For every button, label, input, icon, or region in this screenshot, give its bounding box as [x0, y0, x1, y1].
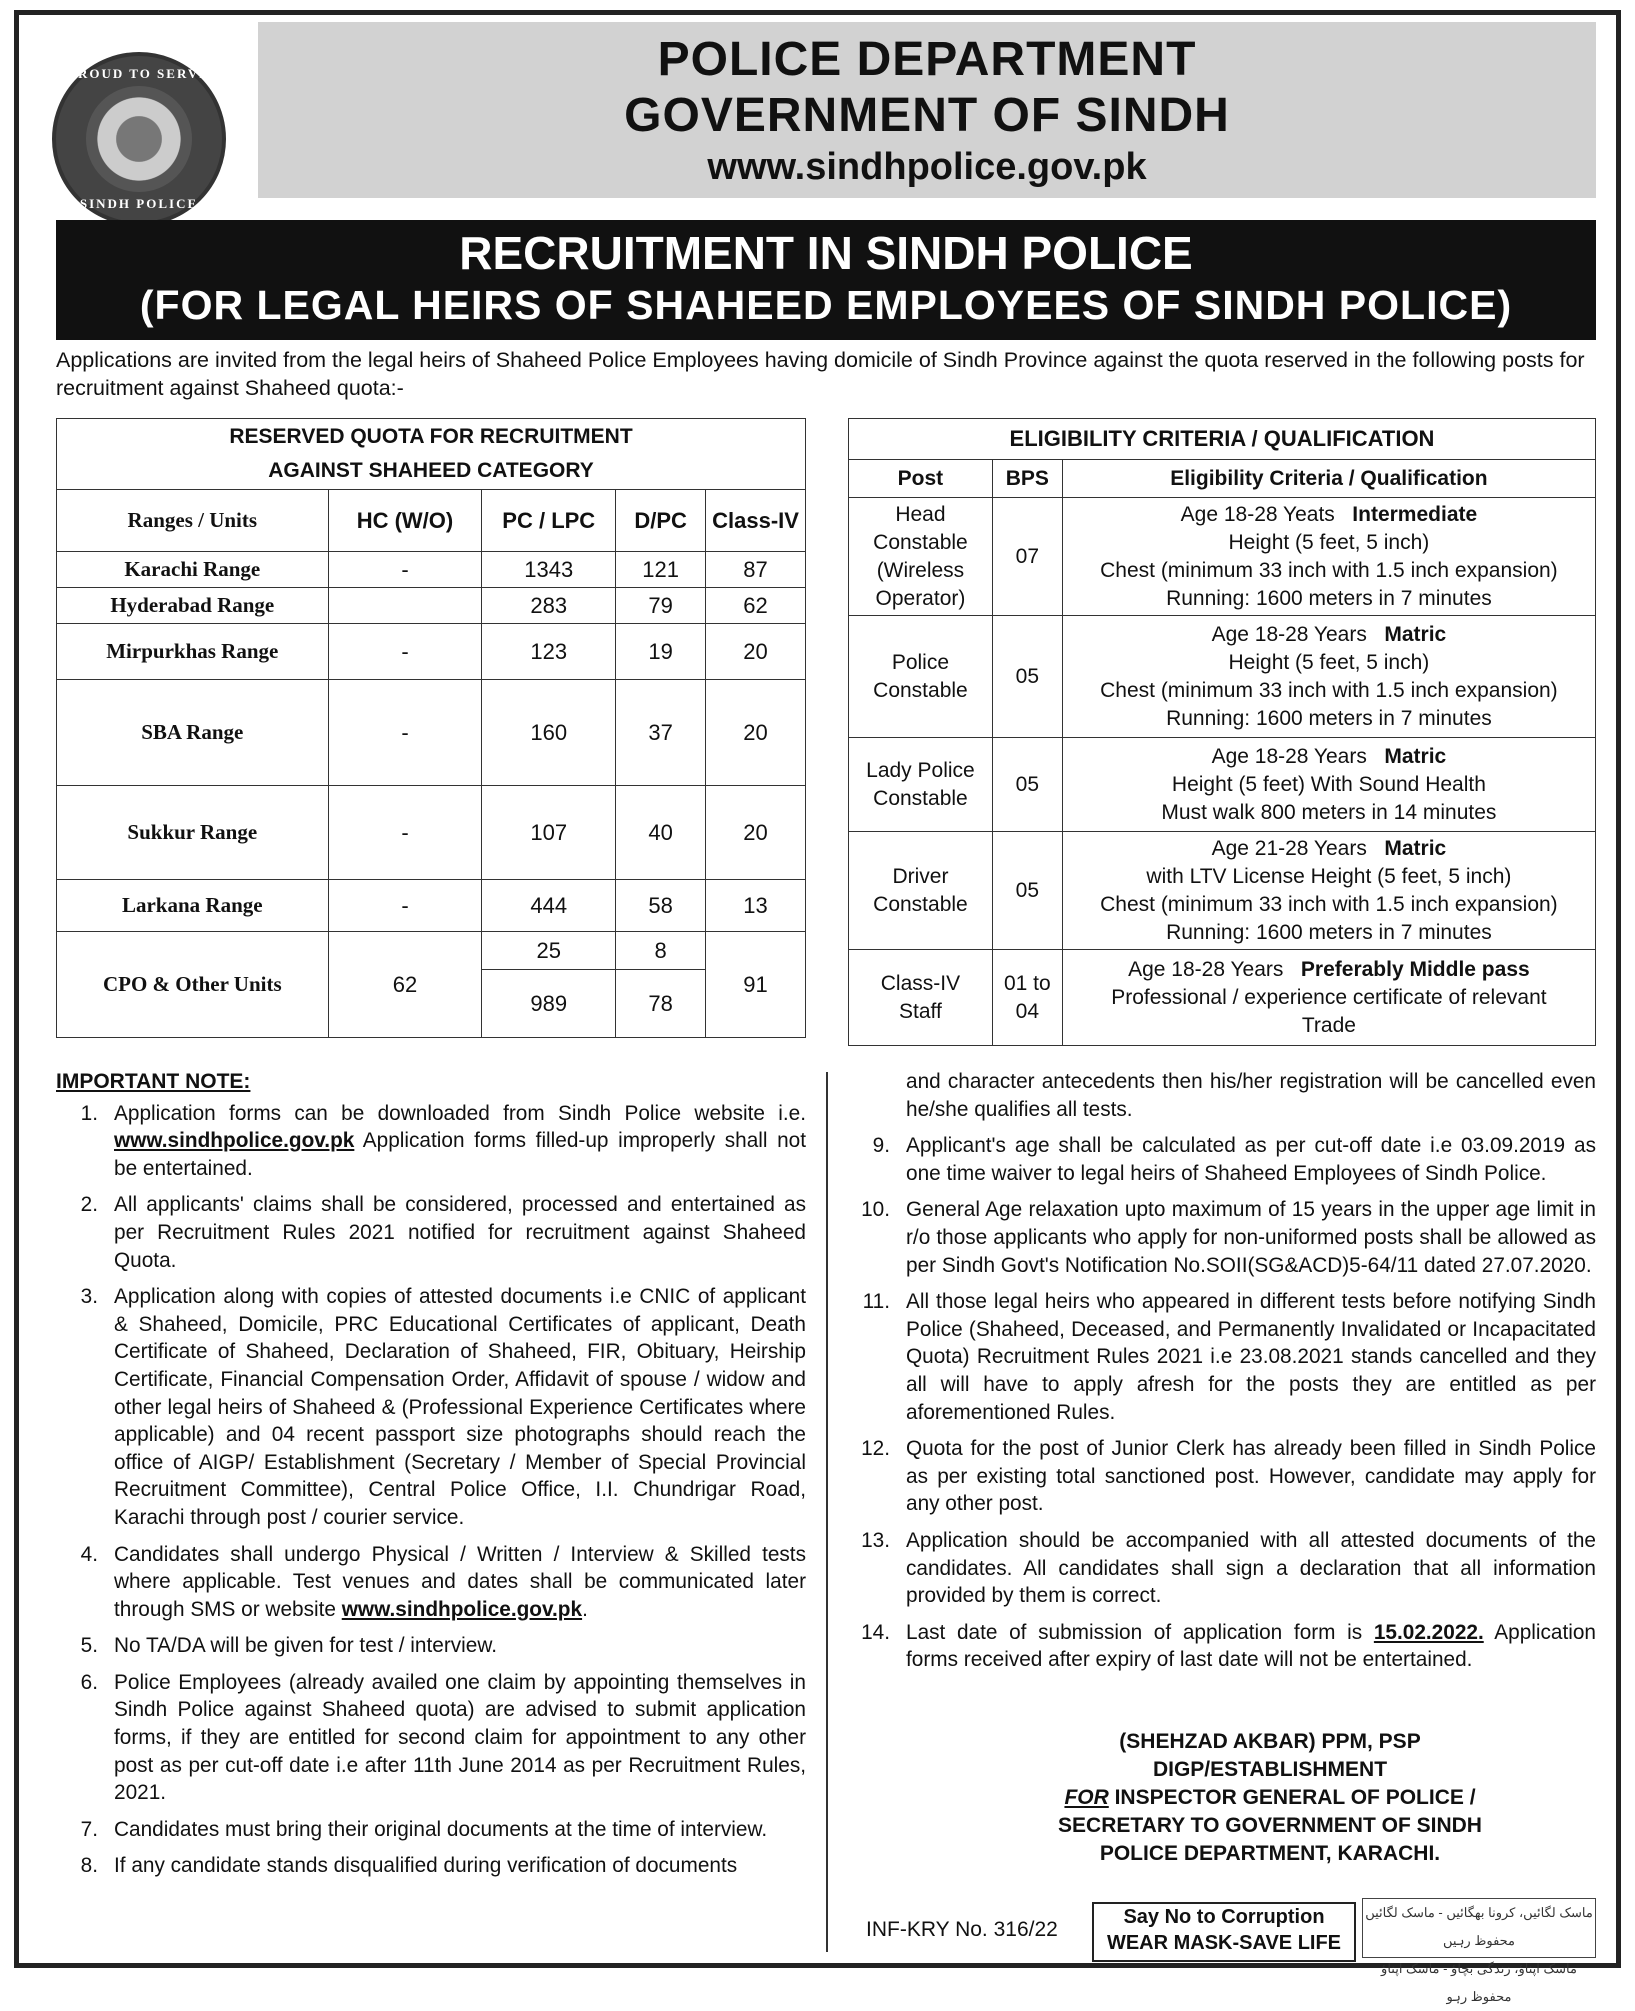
- class4-value: 62: [706, 588, 806, 624]
- list-item: [848, 1527, 1596, 1610]
- qualification-text: Intermediate: [1352, 502, 1478, 526]
- hc-value: -: [328, 624, 482, 680]
- dpc-value: 78: [616, 970, 706, 1038]
- dpc-value: 40: [616, 786, 706, 880]
- note-number: 8.: [80, 1854, 98, 1878]
- recruitment-banner: [56, 220, 1596, 340]
- criteria-line: Running: 1600 meters in 7 minutes: [1166, 920, 1492, 944]
- age-text: Age 21-28 Years: [1211, 836, 1367, 860]
- post-line: Constable: [873, 786, 968, 810]
- unit-name: CPO & Other Units: [57, 932, 329, 1038]
- post-line: (Wireless: [876, 558, 965, 582]
- hc-value: -: [328, 680, 482, 786]
- note-text: Applicant's age shall be calculated as per cut-off date i.e 03.09.2019 as one time waiver to legal heirs of Shaheed Employees of Sindh Police.: [906, 1134, 1596, 1185]
- notes-right-column: [848, 1068, 1596, 1683]
- hc-value: -: [328, 552, 482, 588]
- post-line: Class-IV: [880, 971, 961, 995]
- age-text: Age 18-28 Years: [1211, 622, 1367, 646]
- intro-paragraph: Applications are invited from the legal heirs of Shaheed Police Employees having domicile of Sindh Province against the quota reserved in the following posts for recruitment against Shaheed quota:-: [56, 348, 1585, 400]
- class4-value: 91: [706, 932, 806, 1038]
- note-number: 5.: [80, 1634, 98, 1658]
- list-item: [848, 1619, 1596, 1674]
- eligibility-caption: ELIGIBILITY CRITERIA / QUALIFICATION: [849, 419, 1596, 460]
- logo-text-bottom: SINDH POLICE: [79, 196, 199, 211]
- criteria-line: Height (5 feet, 5 inch): [1228, 650, 1430, 674]
- age-text: Age 18-28 Years: [1211, 744, 1367, 768]
- hc-value: 62: [328, 932, 482, 1038]
- list-item: [56, 1669, 806, 1807]
- dpc-value: 121: [616, 552, 706, 588]
- criteria-line: Professional / experience certificate of relevant: [1111, 985, 1547, 1009]
- criteria-cell: [1062, 950, 1595, 1046]
- bps-value: 05: [992, 616, 1062, 738]
- note-number: 10.: [861, 1198, 890, 1222]
- dpc-value: 58: [616, 880, 706, 932]
- corruption-text: Say No to Corruption: [1123, 1906, 1325, 1928]
- criteria-line: Chest (minimum 33 inch with 1.5 inch expansion): [1100, 892, 1558, 916]
- logo-text-top: PROUD TO SERVE: [68, 66, 210, 81]
- criteria-line: Chest (minimum 33 inch with 1.5 inch expansion): [1100, 558, 1558, 582]
- criteria-line: Running: 1600 meters in 7 minutes: [1166, 586, 1492, 610]
- note-text: Application along with copies of attested documents i.e CNIC of applicant & Shaheed, Domicile, PRC Educational Certificates of applicant, Death Certificate of Shaheed, Declaration of Shaheed, FIR, Obituary, Heirship Certificate, Financial Compensation Order, Affidavit of spouse / widow and other legal heirs of Shaheed & (Professional Experience Certificates where applicable) and 04 recent passport size photographs should reach the office of AIGP/ Establishment (Secretary / Member of Special Provincial Recruitment Committee), Central Police Office, I.I. Chundrigar Road, Karachi through post / courier service.: [114, 1285, 806, 1529]
- list-item: [848, 1435, 1596, 1518]
- quota-caption-line2: AGAINST SHAHEED CATEGORY: [268, 459, 594, 482]
- col-header-hc: HC (W/O): [328, 490, 482, 552]
- criteria-line: with LTV License Height (5 feet, 5 inch): [1146, 864, 1512, 888]
- criteria-line: Must walk 800 meters in 14 minutes: [1161, 800, 1497, 824]
- quota-caption: [57, 419, 806, 490]
- post-line: Operator): [875, 586, 966, 610]
- bps-value: 05: [992, 832, 1062, 950]
- criteria-line: Height (5 feet, 5 inch): [1228, 530, 1430, 554]
- website-link[interactable]: www.sindhpolice.gov.pk: [341, 1597, 583, 1621]
- table-row: [57, 588, 806, 624]
- note-number: 3.: [80, 1285, 98, 1309]
- note-text: No TA/DA will be given for test / interview.: [114, 1634, 497, 1658]
- column-divider: [826, 1072, 828, 1952]
- hc-value: [328, 588, 482, 624]
- table-row: [57, 880, 806, 932]
- post-name: [849, 498, 993, 616]
- note-number: 13.: [861, 1528, 890, 1552]
- urdu-slogan-1: ماسک لگائیں، کرونا بھگائیں - ماسک لگائیں محفوظ رہیں: [1365, 1905, 1593, 1948]
- dpc-value: 19: [616, 624, 706, 680]
- signatory-designation: DIGP/ESTABLISHMENT: [1152, 1758, 1388, 1781]
- qualification-text: Matric: [1384, 744, 1447, 768]
- unit-name: Sukkur Range: [57, 786, 329, 880]
- age-text: Age 18-28 Years: [1128, 957, 1284, 981]
- criteria-line: Trade: [1301, 1013, 1356, 1037]
- list-item: [56, 1541, 806, 1624]
- signatory-line3: SECRETARY TO GOVERNMENT OF SINDH: [1058, 1814, 1482, 1837]
- list-item: [56, 1100, 806, 1183]
- pc-value: 989: [482, 970, 616, 1038]
- col-header-criteria: Eligibility Criteria / Qualification: [1062, 460, 1595, 498]
- col-header-post: Post: [849, 460, 993, 498]
- note-number: 7.: [80, 1817, 98, 1841]
- table-row: [849, 498, 1596, 616]
- banner-subtitle: (FOR LEGAL HEIRS OF SHAHEED EMPLOYEES OF SINDH POLICE): [139, 282, 1513, 328]
- table-row: [57, 786, 806, 880]
- table-row: [849, 950, 1596, 1046]
- department-title: POLICE DEPARTMENT: [657, 33, 1197, 86]
- post-line: Staff: [899, 999, 942, 1023]
- class4-value: 20: [706, 786, 806, 880]
- anti-corruption-box: [1092, 1902, 1356, 1962]
- criteria-cell: [1062, 616, 1595, 738]
- dpc-value: 8: [616, 932, 706, 970]
- note-text: If any candidate stands disqualified during verification of documents: [114, 1854, 738, 1878]
- pc-value: 283: [482, 588, 616, 624]
- post-line: Police: [891, 650, 950, 674]
- note-continuation: and character antecedents then his/her registration will be cancelled even he/she qualifies all tests.: [906, 1070, 1596, 1121]
- criteria-cell: [1062, 498, 1595, 616]
- table-row: [849, 832, 1596, 950]
- class4-value: 20: [706, 680, 806, 786]
- banner-title: RECRUITMENT IN SINDH POLICE: [459, 227, 1193, 279]
- table-row: [57, 680, 806, 786]
- note-number: 2.: [80, 1193, 98, 1217]
- note-text: Candidates must bring their original documents at the time of interview.: [114, 1817, 768, 1841]
- criteria-cell: [1062, 738, 1595, 832]
- post-name: [849, 616, 993, 738]
- hc-value: -: [328, 786, 482, 880]
- table-row: [57, 552, 806, 588]
- urdu-slogan-2: ماسک اپناؤ، زندگی بچاؤ - ماسک اپناؤ محفوظ رہو: [1381, 1961, 1577, 2004]
- dpc-value: 79: [616, 588, 706, 624]
- note-text: Application should be accompanied with all attested documents of the candidates. All candidates shall sign a declaration that all information provided by them is correct.: [906, 1528, 1596, 1608]
- website-url[interactable]: www.sindhpolice.gov.pk: [707, 146, 1147, 188]
- government-title: GOVERNMENT OF SINDH: [624, 89, 1230, 142]
- list-item: [56, 1852, 806, 1880]
- col-header-pc: PC / LPC: [482, 490, 616, 552]
- mask-text: WEAR MASK-SAVE LIFE: [1106, 1932, 1342, 1954]
- note-text: Police Employees (already availed one claim by appointing themselves in Sindh Police against Shaheed quota) are advised to submit application forms, if they are entitled for second claim for appointment to any other post as per cut-off date i.e after 11th June 2014 as per Recruitment Rules, 2021.: [114, 1670, 806, 1805]
- for-word: FOR: [1064, 1786, 1109, 1809]
- list-item: [56, 1632, 806, 1660]
- note-text: General Age relaxation upto maximum of 15 years in the upper age limit in r/o those applicants who apply for non-uniformed posts shall be allowed as per Sindh Govt's Notification No.SOII(SG&ACD)5-64/11 dated 27.07.2020.: [906, 1198, 1596, 1277]
- col-header-class4: Class-IV: [706, 490, 806, 552]
- list-item: [848, 1288, 1596, 1426]
- table-row: [849, 616, 1596, 738]
- note-text: .: [582, 1597, 588, 1621]
- col-header-dpc: D/PC: [616, 490, 706, 552]
- note-number: 1.: [80, 1101, 98, 1125]
- post-name: [849, 832, 993, 950]
- pc-value: 107: [482, 786, 616, 880]
- unit-name: Mirpurkhas Range: [57, 624, 329, 680]
- note-number: 4.: [80, 1542, 98, 1566]
- note-number: 9.: [872, 1134, 890, 1158]
- logo-emblem-icon: [86, 86, 192, 192]
- post-line: Constable: [873, 530, 968, 554]
- notes-left-column: [56, 1068, 806, 1889]
- quota-caption-line1: RESERVED QUOTA FOR RECRUITMENT: [229, 425, 633, 448]
- note-text: Quota for the post of Junior Clerk has already been filled in Sindh Police as per existing total sanctioned post. However, candidate may apply for any other post.: [906, 1437, 1596, 1516]
- class4-value: 87: [706, 552, 806, 588]
- eligibility-table: [848, 418, 1596, 1046]
- pc-value: 444: [482, 880, 616, 932]
- pc-value: 25: [482, 932, 616, 970]
- note-number: 12.: [861, 1437, 890, 1461]
- inf-number: INF-KRY No. 316/22: [866, 1918, 1058, 1941]
- note-text: All applicants' claims shall be considered, processed and entertained as per Recruitment Rules 2021 notified for recruitment against Shaheed Quota.: [114, 1193, 806, 1272]
- criteria-line: Chest (minimum 33 inch with 1.5 inch expansion): [1100, 678, 1558, 702]
- qualification-text: Preferably Middle pass: [1300, 957, 1530, 981]
- post-line: Lady Police: [866, 758, 975, 782]
- last-date: 15.02.2022.: [1373, 1620, 1484, 1644]
- quota-table: [56, 418, 806, 1038]
- list-item: [56, 1191, 806, 1274]
- signatory-line4: POLICE DEPARTMENT, KARACHI.: [1099, 1842, 1441, 1865]
- note-number: 14.: [861, 1620, 890, 1644]
- note-text: Candidates shall undergo Physical / Written / Interview & Skilled tests where applicable. Test venues and dates shall be communicated later through SMS or website: [114, 1542, 806, 1621]
- unit-name: Karachi Range: [57, 552, 329, 588]
- list-item: [848, 1132, 1596, 1187]
- important-note-heading: IMPORTANT NOTE:: [56, 1070, 251, 1093]
- note-text: Last date of submission of application form is: [906, 1620, 1374, 1644]
- qualification-text: Matric: [1384, 836, 1447, 860]
- post-line: Head: [895, 502, 946, 526]
- criteria-line: Running: 1600 meters in 7 minutes: [1166, 706, 1492, 730]
- class4-value: 20: [706, 624, 806, 680]
- list-item: [848, 1196, 1596, 1279]
- for-rest: INSPECTOR GENERAL OF POLICE /: [1108, 1786, 1476, 1809]
- unit-name: Larkana Range: [57, 880, 329, 932]
- post-line: Driver: [892, 864, 949, 888]
- post-line: Constable: [873, 678, 968, 702]
- table-row: [57, 624, 806, 680]
- list-item: [56, 1283, 806, 1531]
- note-number: 6.: [80, 1670, 98, 1694]
- note-text: All those legal heirs who appeared in different tests before notifying Sindh Police (Shaheed, Deceased, and Permanently Invalidated or Incapacitated Quota) Recruitment Rules 2021 i.e 23.08.2021 stands cancelled and they all will have to apply afresh for the posts they are entitled as per aforementioned Rules.: [906, 1290, 1596, 1424]
- class4-value: 13: [706, 880, 806, 932]
- signatory-for-line: [940, 1784, 1600, 1812]
- col-header-bps: BPS: [992, 460, 1062, 498]
- signature-block: [940, 1728, 1600, 1868]
- post-name: [849, 738, 993, 832]
- sindh-police-logo: [52, 52, 226, 226]
- pc-value: 123: [482, 624, 616, 680]
- criteria-cell: [1062, 832, 1595, 950]
- bps-value: 01 to 04: [992, 950, 1062, 1046]
- post-name: [849, 950, 993, 1046]
- pc-value: 1343: [482, 552, 616, 588]
- website-link[interactable]: www.sindhpolice.gov.pk: [114, 1129, 355, 1153]
- qualification-text: Matric: [1384, 622, 1447, 646]
- pc-value: 160: [482, 680, 616, 786]
- signatory-name: (SHEHZAD AKBAR) PPM, PSP: [1119, 1730, 1421, 1753]
- unit-name: Hyderabad Range: [57, 588, 329, 624]
- table-row: [57, 932, 806, 970]
- bps-value: 07: [992, 498, 1062, 616]
- dpc-value: 37: [616, 680, 706, 786]
- table-row: [849, 738, 1596, 832]
- note-text: Application forms received after expiry of last date will not be entertained.: [906, 1620, 1596, 1672]
- note-number: 11.: [862, 1290, 890, 1314]
- note-text: Application forms filled-up improperly shall not be entertained.: [114, 1129, 806, 1180]
- post-line: Constable: [873, 892, 968, 916]
- bps-value: 05: [992, 738, 1062, 832]
- unit-name: SBA Range: [57, 680, 329, 786]
- list-item: [56, 1816, 806, 1844]
- urdu-slogan-box: [1362, 1898, 1596, 2004]
- col-header-units: Ranges / Units: [57, 490, 329, 552]
- age-text: Age 18-28 Yeats: [1180, 502, 1335, 526]
- criteria-line: Height (5 feet) With Sound Health: [1171, 772, 1486, 796]
- note-text: Application forms can be downloaded from Sindh Police website i.e.: [114, 1101, 806, 1125]
- hc-value: -: [328, 880, 482, 932]
